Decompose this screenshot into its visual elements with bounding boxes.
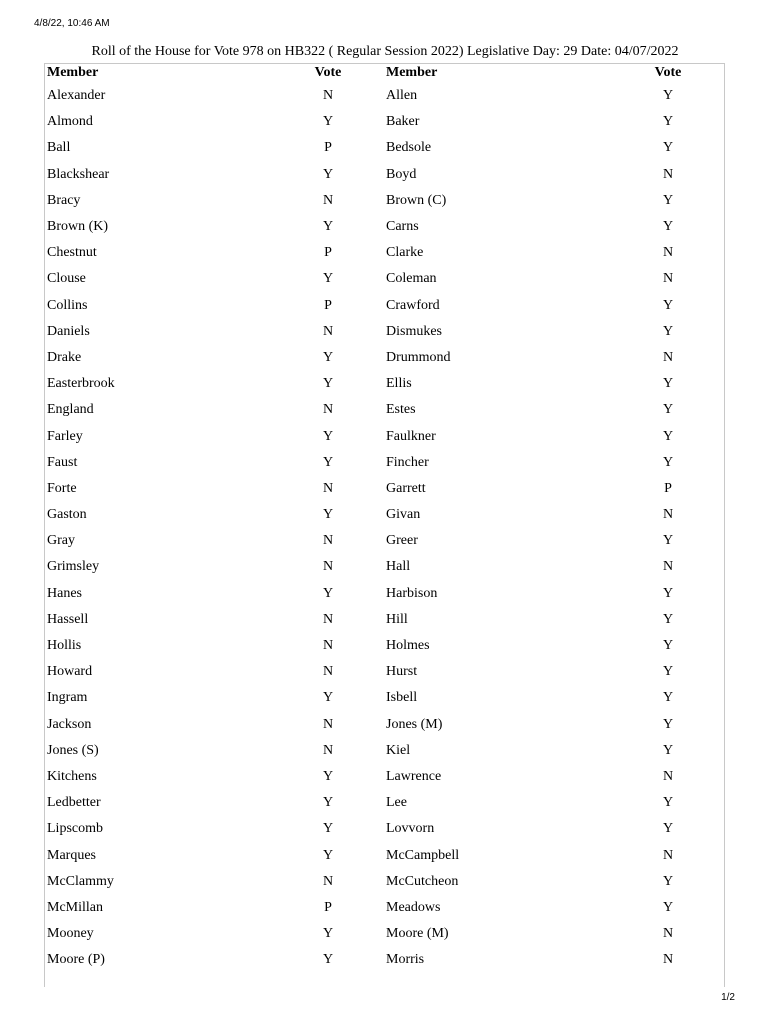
table-row bbox=[45, 764, 725, 790]
member-vote: N bbox=[322, 192, 334, 208]
member-name: Ledbetter bbox=[47, 795, 101, 811]
member-vote: N bbox=[322, 638, 334, 654]
table-row bbox=[45, 895, 725, 921]
member-vote: N bbox=[662, 559, 674, 575]
member-vote: N bbox=[322, 323, 334, 339]
table-row bbox=[45, 293, 725, 319]
member-name: Kitchens bbox=[47, 768, 97, 784]
table-row bbox=[45, 738, 725, 764]
table-row bbox=[45, 83, 725, 109]
page-number: 1/2 bbox=[721, 992, 735, 1003]
member-vote: N bbox=[662, 349, 674, 365]
member-name: Hanes bbox=[47, 585, 82, 601]
member-name: McMillan bbox=[47, 899, 103, 915]
member-vote: Y bbox=[322, 926, 334, 942]
roll-call-table bbox=[45, 63, 725, 973]
table-row bbox=[45, 214, 725, 240]
member-vote: P bbox=[324, 297, 332, 313]
member-vote: Y bbox=[662, 297, 674, 313]
member-vote: Y bbox=[662, 428, 674, 444]
table-row bbox=[45, 319, 725, 345]
member-vote: N bbox=[322, 559, 334, 575]
column-header-vote: Vote bbox=[314, 65, 342, 80]
member-name: Bracy bbox=[47, 192, 81, 208]
member-vote: N bbox=[662, 768, 674, 784]
member-vote: N bbox=[662, 166, 674, 182]
member-name: Hill bbox=[386, 611, 408, 627]
table-row bbox=[45, 921, 725, 947]
member-vote: P bbox=[324, 140, 332, 156]
table-row bbox=[45, 581, 725, 607]
table-row bbox=[45, 816, 725, 842]
member-vote: Y bbox=[322, 768, 334, 784]
member-name: Crawford bbox=[386, 297, 440, 313]
member-vote: Y bbox=[662, 690, 674, 706]
member-name: Kiel bbox=[386, 742, 411, 758]
member-vote: Y bbox=[322, 795, 334, 811]
member-vote: Y bbox=[662, 611, 674, 627]
member-vote: Y bbox=[662, 795, 674, 811]
member-name: Greer bbox=[386, 533, 418, 549]
member-name: Hollis bbox=[47, 638, 82, 654]
table-row bbox=[45, 842, 725, 868]
member-vote: Y bbox=[662, 873, 674, 889]
member-name: Easterbrook bbox=[47, 376, 115, 392]
member-vote: N bbox=[662, 926, 674, 942]
member-vote: Y bbox=[322, 585, 334, 601]
member-name: Brown (C) bbox=[386, 192, 447, 208]
member-vote: Y bbox=[322, 821, 334, 837]
table-row bbox=[45, 345, 725, 371]
member-name: Lovvorn bbox=[386, 821, 435, 837]
table-row bbox=[45, 659, 725, 685]
member-vote: Y bbox=[322, 219, 334, 235]
member-vote: Y bbox=[322, 376, 334, 392]
table-row bbox=[45, 188, 725, 214]
member-vote: N bbox=[322, 88, 334, 104]
member-name: Givan bbox=[386, 507, 421, 523]
table-row bbox=[45, 528, 725, 554]
member-name: Isbell bbox=[386, 690, 418, 706]
member-name: Ball bbox=[47, 140, 71, 156]
table-row bbox=[45, 450, 725, 476]
member-name: Garrett bbox=[386, 480, 426, 496]
table-header-row bbox=[45, 63, 725, 83]
member-name: Jackson bbox=[47, 716, 92, 732]
column-header-member: Member bbox=[386, 65, 438, 80]
member-name: Daniels bbox=[47, 323, 90, 339]
table-row bbox=[45, 633, 725, 659]
member-name: Clouse bbox=[47, 271, 86, 287]
member-name: Gaston bbox=[47, 507, 87, 523]
member-vote: N bbox=[662, 271, 674, 287]
member-name: Drummond bbox=[386, 349, 451, 365]
member-vote: Y bbox=[662, 664, 674, 680]
member-vote: N bbox=[322, 664, 334, 680]
member-vote: Y bbox=[662, 742, 674, 758]
member-vote: Y bbox=[662, 376, 674, 392]
member-name: Hassell bbox=[47, 611, 89, 627]
table-row bbox=[45, 397, 725, 423]
member-vote: P bbox=[664, 480, 672, 496]
member-vote: Y bbox=[662, 219, 674, 235]
member-name: Forte bbox=[47, 480, 77, 496]
member-name: Moore (P) bbox=[47, 952, 105, 968]
member-name: Estes bbox=[386, 402, 416, 418]
member-name: Ellis bbox=[386, 376, 412, 392]
member-name: Coleman bbox=[386, 271, 437, 287]
member-name: Holmes bbox=[386, 638, 430, 654]
member-name: Clarke bbox=[386, 245, 424, 261]
member-name: Ingram bbox=[47, 690, 88, 706]
member-name: Marques bbox=[47, 847, 96, 863]
table-body bbox=[45, 83, 725, 973]
member-name: Carns bbox=[386, 219, 419, 235]
member-vote: N bbox=[322, 402, 334, 418]
member-vote: N bbox=[322, 533, 334, 549]
table-row bbox=[45, 947, 725, 973]
member-name: Jones (S) bbox=[47, 742, 99, 758]
member-name: Boyd bbox=[386, 166, 417, 182]
table-row bbox=[45, 423, 725, 449]
member-name: Moore (M) bbox=[386, 926, 449, 942]
member-name: Bedsole bbox=[386, 140, 432, 156]
column-header-member: Member bbox=[47, 65, 99, 80]
member-name: Lipscomb bbox=[47, 821, 103, 837]
column-header-vote: Vote bbox=[654, 65, 682, 80]
member-name: Brown (K) bbox=[47, 219, 109, 235]
member-name: McCampbell bbox=[386, 847, 460, 863]
member-name: Lee bbox=[386, 795, 407, 811]
member-name: Dismukes bbox=[386, 323, 442, 339]
member-vote: Y bbox=[662, 585, 674, 601]
page-title: Roll of the House for Vote 978 on HB322 ( Regular Session 2022) Legislative Day: 29 Date: 04/07/2022 bbox=[91, 44, 679, 59]
member-vote: N bbox=[322, 611, 334, 627]
member-name: Meadows bbox=[386, 899, 441, 915]
member-name: Fincher bbox=[386, 454, 429, 470]
member-vote: Y bbox=[662, 140, 674, 156]
member-name: Harbison bbox=[386, 585, 438, 601]
table-row bbox=[45, 790, 725, 816]
member-name: Collins bbox=[47, 297, 88, 313]
member-name: Farley bbox=[47, 428, 83, 444]
member-name: England bbox=[47, 402, 94, 418]
member-vote: Y bbox=[662, 402, 674, 418]
member-vote: Y bbox=[662, 454, 674, 470]
member-vote: P bbox=[324, 245, 332, 261]
member-vote: Y bbox=[662, 114, 674, 130]
table-row bbox=[45, 240, 725, 266]
member-vote: N bbox=[322, 742, 334, 758]
member-vote: Y bbox=[662, 533, 674, 549]
member-name: Lawrence bbox=[386, 768, 442, 784]
member-vote: Y bbox=[322, 166, 334, 182]
table-row bbox=[45, 135, 725, 161]
member-name: McCutcheon bbox=[386, 873, 459, 889]
member-name: McClammy bbox=[47, 873, 114, 889]
member-name: Hall bbox=[386, 559, 411, 575]
table-row bbox=[45, 476, 725, 502]
member-vote: N bbox=[662, 847, 674, 863]
member-vote: N bbox=[662, 952, 674, 968]
member-vote: Y bbox=[662, 192, 674, 208]
member-name: Faulkner bbox=[386, 428, 436, 444]
member-name: Howard bbox=[47, 664, 93, 680]
table-row bbox=[45, 685, 725, 711]
member-vote: Y bbox=[322, 690, 334, 706]
member-name: Chestnut bbox=[47, 245, 97, 261]
table-row bbox=[45, 162, 725, 188]
member-vote: Y bbox=[662, 323, 674, 339]
table-row bbox=[45, 266, 725, 292]
member-vote: Y bbox=[322, 507, 334, 523]
member-name: Jones (M) bbox=[386, 716, 443, 732]
table-row bbox=[45, 109, 725, 135]
print-timestamp: 4/8/22, 10:46 AM bbox=[34, 18, 110, 29]
member-name: Baker bbox=[386, 114, 420, 130]
member-name: Hurst bbox=[386, 664, 418, 680]
member-name: Morris bbox=[386, 952, 425, 968]
member-name: Faust bbox=[47, 454, 78, 470]
member-vote: Y bbox=[322, 847, 334, 863]
member-name: Allen bbox=[386, 88, 418, 104]
member-name: Grimsley bbox=[47, 559, 100, 575]
table-row bbox=[45, 554, 725, 580]
member-vote: Y bbox=[662, 638, 674, 654]
member-vote: Y bbox=[322, 952, 334, 968]
member-vote: N bbox=[322, 716, 334, 732]
member-name: Blackshear bbox=[47, 166, 110, 182]
member-vote: Y bbox=[322, 428, 334, 444]
member-vote: Y bbox=[662, 821, 674, 837]
member-name: Alexander bbox=[47, 88, 106, 104]
member-name: Drake bbox=[47, 349, 82, 365]
member-vote: Y bbox=[322, 271, 334, 287]
member-vote: Y bbox=[662, 899, 674, 915]
member-vote: Y bbox=[322, 349, 334, 365]
member-vote: Y bbox=[322, 114, 334, 130]
table-row bbox=[45, 869, 725, 895]
member-name: Almond bbox=[47, 114, 93, 130]
member-vote: N bbox=[662, 507, 674, 523]
table-row bbox=[45, 371, 725, 397]
member-vote: P bbox=[324, 899, 332, 915]
member-vote: Y bbox=[662, 716, 674, 732]
member-vote: N bbox=[322, 873, 334, 889]
member-name: Gray bbox=[47, 533, 75, 549]
member-name: Mooney bbox=[47, 926, 94, 942]
table-row bbox=[45, 607, 725, 633]
member-vote: Y bbox=[322, 454, 334, 470]
member-vote: N bbox=[322, 480, 334, 496]
table-row bbox=[45, 712, 725, 738]
member-vote: N bbox=[662, 245, 674, 261]
member-vote: Y bbox=[662, 88, 674, 104]
table-row bbox=[45, 502, 725, 528]
